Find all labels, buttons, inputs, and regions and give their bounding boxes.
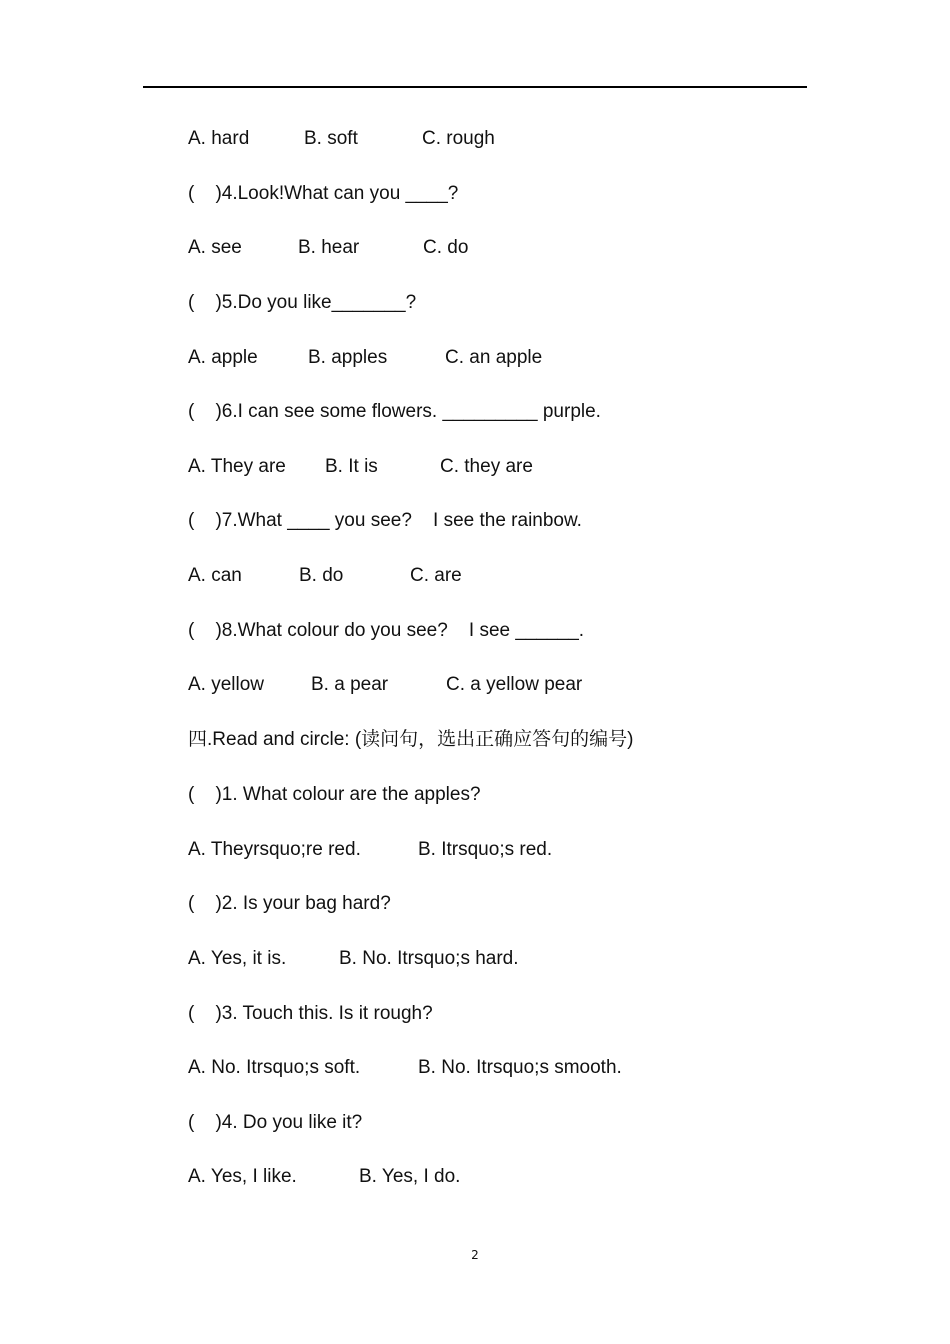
option-a: A. see [188,237,242,258]
option-c: C. are [410,565,462,586]
option-a: A. Yes, it is. [188,948,287,969]
option-c: C. do [423,237,469,258]
question-line: ( )7.What ____ you see? I see the rainbow. [188,510,582,531]
option-a: A. Yes, I like. [188,1166,297,1187]
question-line: ( )5.Do you like_______? [188,292,417,313]
option-b: B. a pear [311,674,389,695]
option-b: B. Yes, I do. [359,1166,461,1187]
option-c: C. a yellow pear [446,674,583,695]
option-b: B. Itrsquo;s red. [418,839,553,860]
option-b: B. No. Itrsquo;s smooth. [418,1057,622,1078]
option-c: C. rough [422,128,495,149]
option-c: C. an apple [445,347,543,368]
option-a: A. apple [188,347,258,368]
page-number: 2 [471,1248,479,1262]
option-c: C. they are [440,456,533,477]
option-a: A. No. Itrsquo;s soft. [188,1057,361,1078]
option-b: B. It is [325,456,378,477]
option-b: B. No. Itrsquo;s hard. [339,948,519,969]
option-b: B. soft [304,128,358,149]
option-a: A. yellow [188,674,265,695]
option-b: B. apples [308,347,388,368]
option-a: A. They are [188,456,286,477]
option-a: A. can [188,565,242,586]
header-rule [143,86,807,88]
section-heading: 四.Read and circle: (读问句，选出正确应答句的编号) [188,729,634,750]
question-line: ( )2. Is your bag hard? [188,893,391,914]
question-line: ( )6.I can see some flowers. _________ purple. [188,401,601,422]
question-line: ( )8.What colour do you see? I see ______. [188,620,585,641]
question-line: ( )4. Do you like it? [188,1112,363,1133]
question-line: ( )3. Touch this. Is it rough? [188,1003,433,1024]
options-row [188,1165,461,1237]
option-b: B. do [299,565,344,586]
option-b: B. hear [298,237,360,258]
option-a: A. Theyrsquo;re red. [188,839,361,860]
question-line: ( )1. What colour are the apples? [188,784,481,805]
question-line: ( )4.Look!What can you ____? [188,183,459,204]
option-a: A. hard [188,128,250,149]
